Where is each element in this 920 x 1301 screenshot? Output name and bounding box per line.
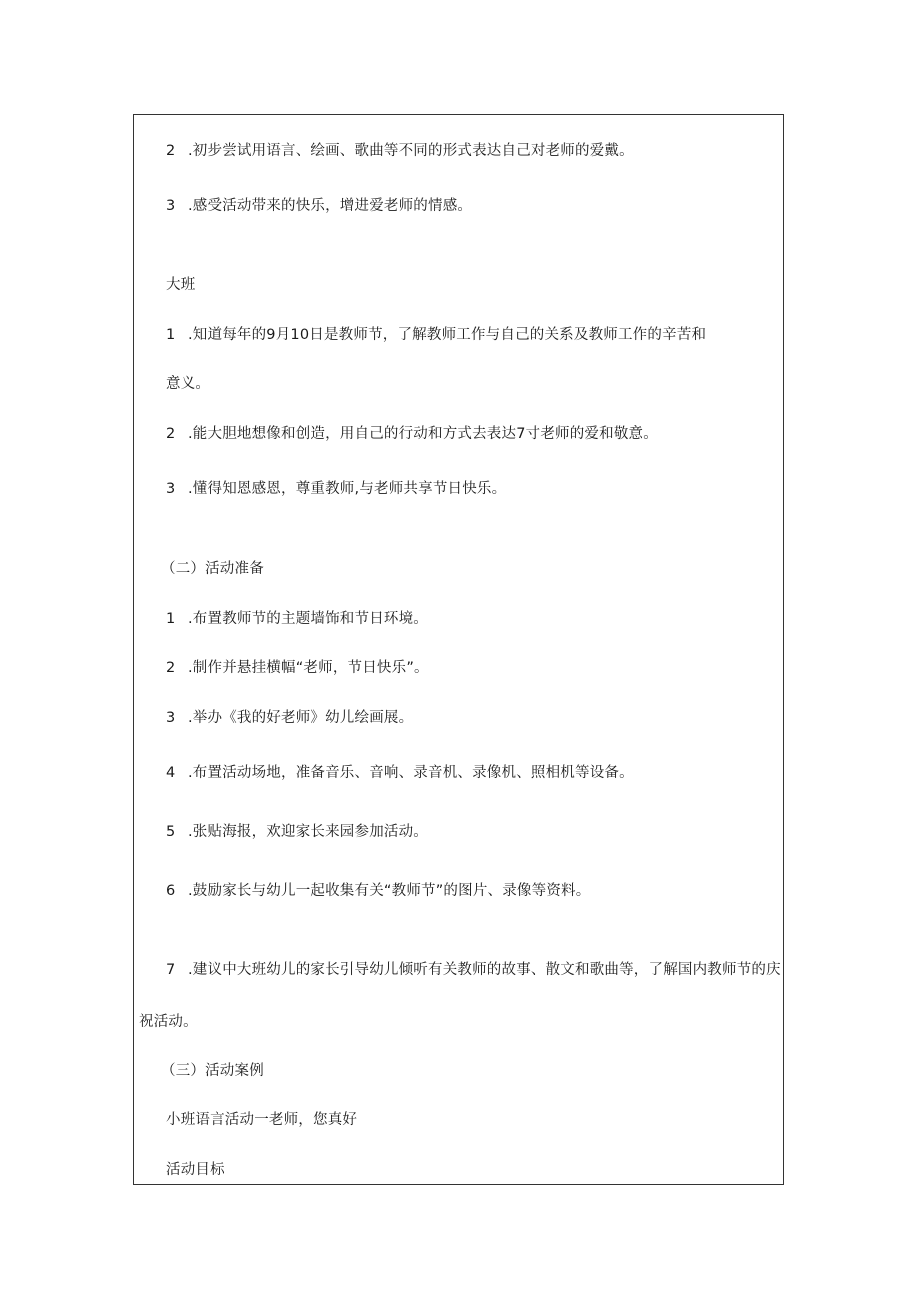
item-text: .能大胆地想像和创造，用自己的行动和方式去表达7寸老师的爱和敬意。 — [188, 426, 658, 442]
item-number: 2 — [166, 660, 176, 676]
item-text: .举办《我的好老师》幼儿绘画展。 — [188, 710, 414, 726]
list-item — [166, 822, 428, 842]
item-number: 2 — [166, 143, 176, 159]
item-number: 3 — [166, 710, 176, 726]
list-item — [166, 763, 634, 783]
item-text: .感受活动带来的快乐，增进爱老师的情感。 — [188, 198, 473, 214]
list-item — [166, 708, 413, 728]
item-text: .制作并悬挂横幅“老师，节日快乐”。 — [188, 660, 429, 676]
item-text: .知道每年的9月10日是教师节，了解教师工作与自己的关系及教师工作的辛苦和 — [188, 327, 707, 343]
item-number: 1 — [166, 611, 176, 627]
item-number: 3 — [166, 481, 176, 497]
case-title: 小班语言活动一老师，您真好 — [166, 1112, 358, 1128]
list-item — [166, 479, 506, 499]
item-text: .初步尝试用语言、绘画、歌曲等不同的形式表达自己对老师的爱戴。 — [188, 143, 634, 159]
section-heading-cases: （三）活动案例 — [161, 1063, 264, 1079]
list-item — [166, 881, 590, 901]
item-number: 4 — [166, 765, 176, 781]
subheading-activity-goals: 活动目标 — [166, 1162, 225, 1178]
item-number: 2 — [166, 426, 176, 442]
document-frame — [133, 114, 784, 1185]
item-text: .建议中大班幼儿的家长引导幼儿倾听有关教师的故事、散文和歌曲等，了解国内教师节的庆 — [188, 962, 781, 978]
list-item — [166, 960, 781, 980]
item-number: 6 — [166, 883, 176, 899]
list-item — [166, 424, 658, 444]
list-item — [166, 325, 706, 345]
item-text: .鼓励家长与幼儿一起收集有关“教师节”的图片、录像等资料。 — [188, 883, 591, 899]
item-text: .布置教师节的主题墙饰和节日环境。 — [188, 611, 429, 627]
list-item — [166, 141, 634, 161]
paragraph-continuation: 意义。 — [166, 376, 211, 392]
item-text: .张贴海报，欢迎家长来园参加活动。 — [188, 824, 429, 840]
section-heading-senior-class: 大班 — [166, 277, 196, 293]
section-heading-preparation: （二）活动准备 — [161, 561, 264, 577]
paragraph-continuation: 祝活动。 — [139, 1014, 198, 1030]
list-item — [166, 658, 429, 678]
item-number: 3 — [166, 198, 176, 214]
item-number: 5 — [166, 824, 176, 840]
item-number: 7 — [166, 962, 176, 978]
list-item — [166, 609, 428, 629]
list-item — [166, 196, 472, 216]
item-text: .布置活动场地，准备音乐、音响、录音机、录像机、照相机等设备。 — [188, 765, 634, 781]
item-text: .懂得知恩感恩，尊重教师,与老师共享节日快乐。 — [188, 481, 507, 497]
item-number: 1 — [166, 327, 176, 343]
